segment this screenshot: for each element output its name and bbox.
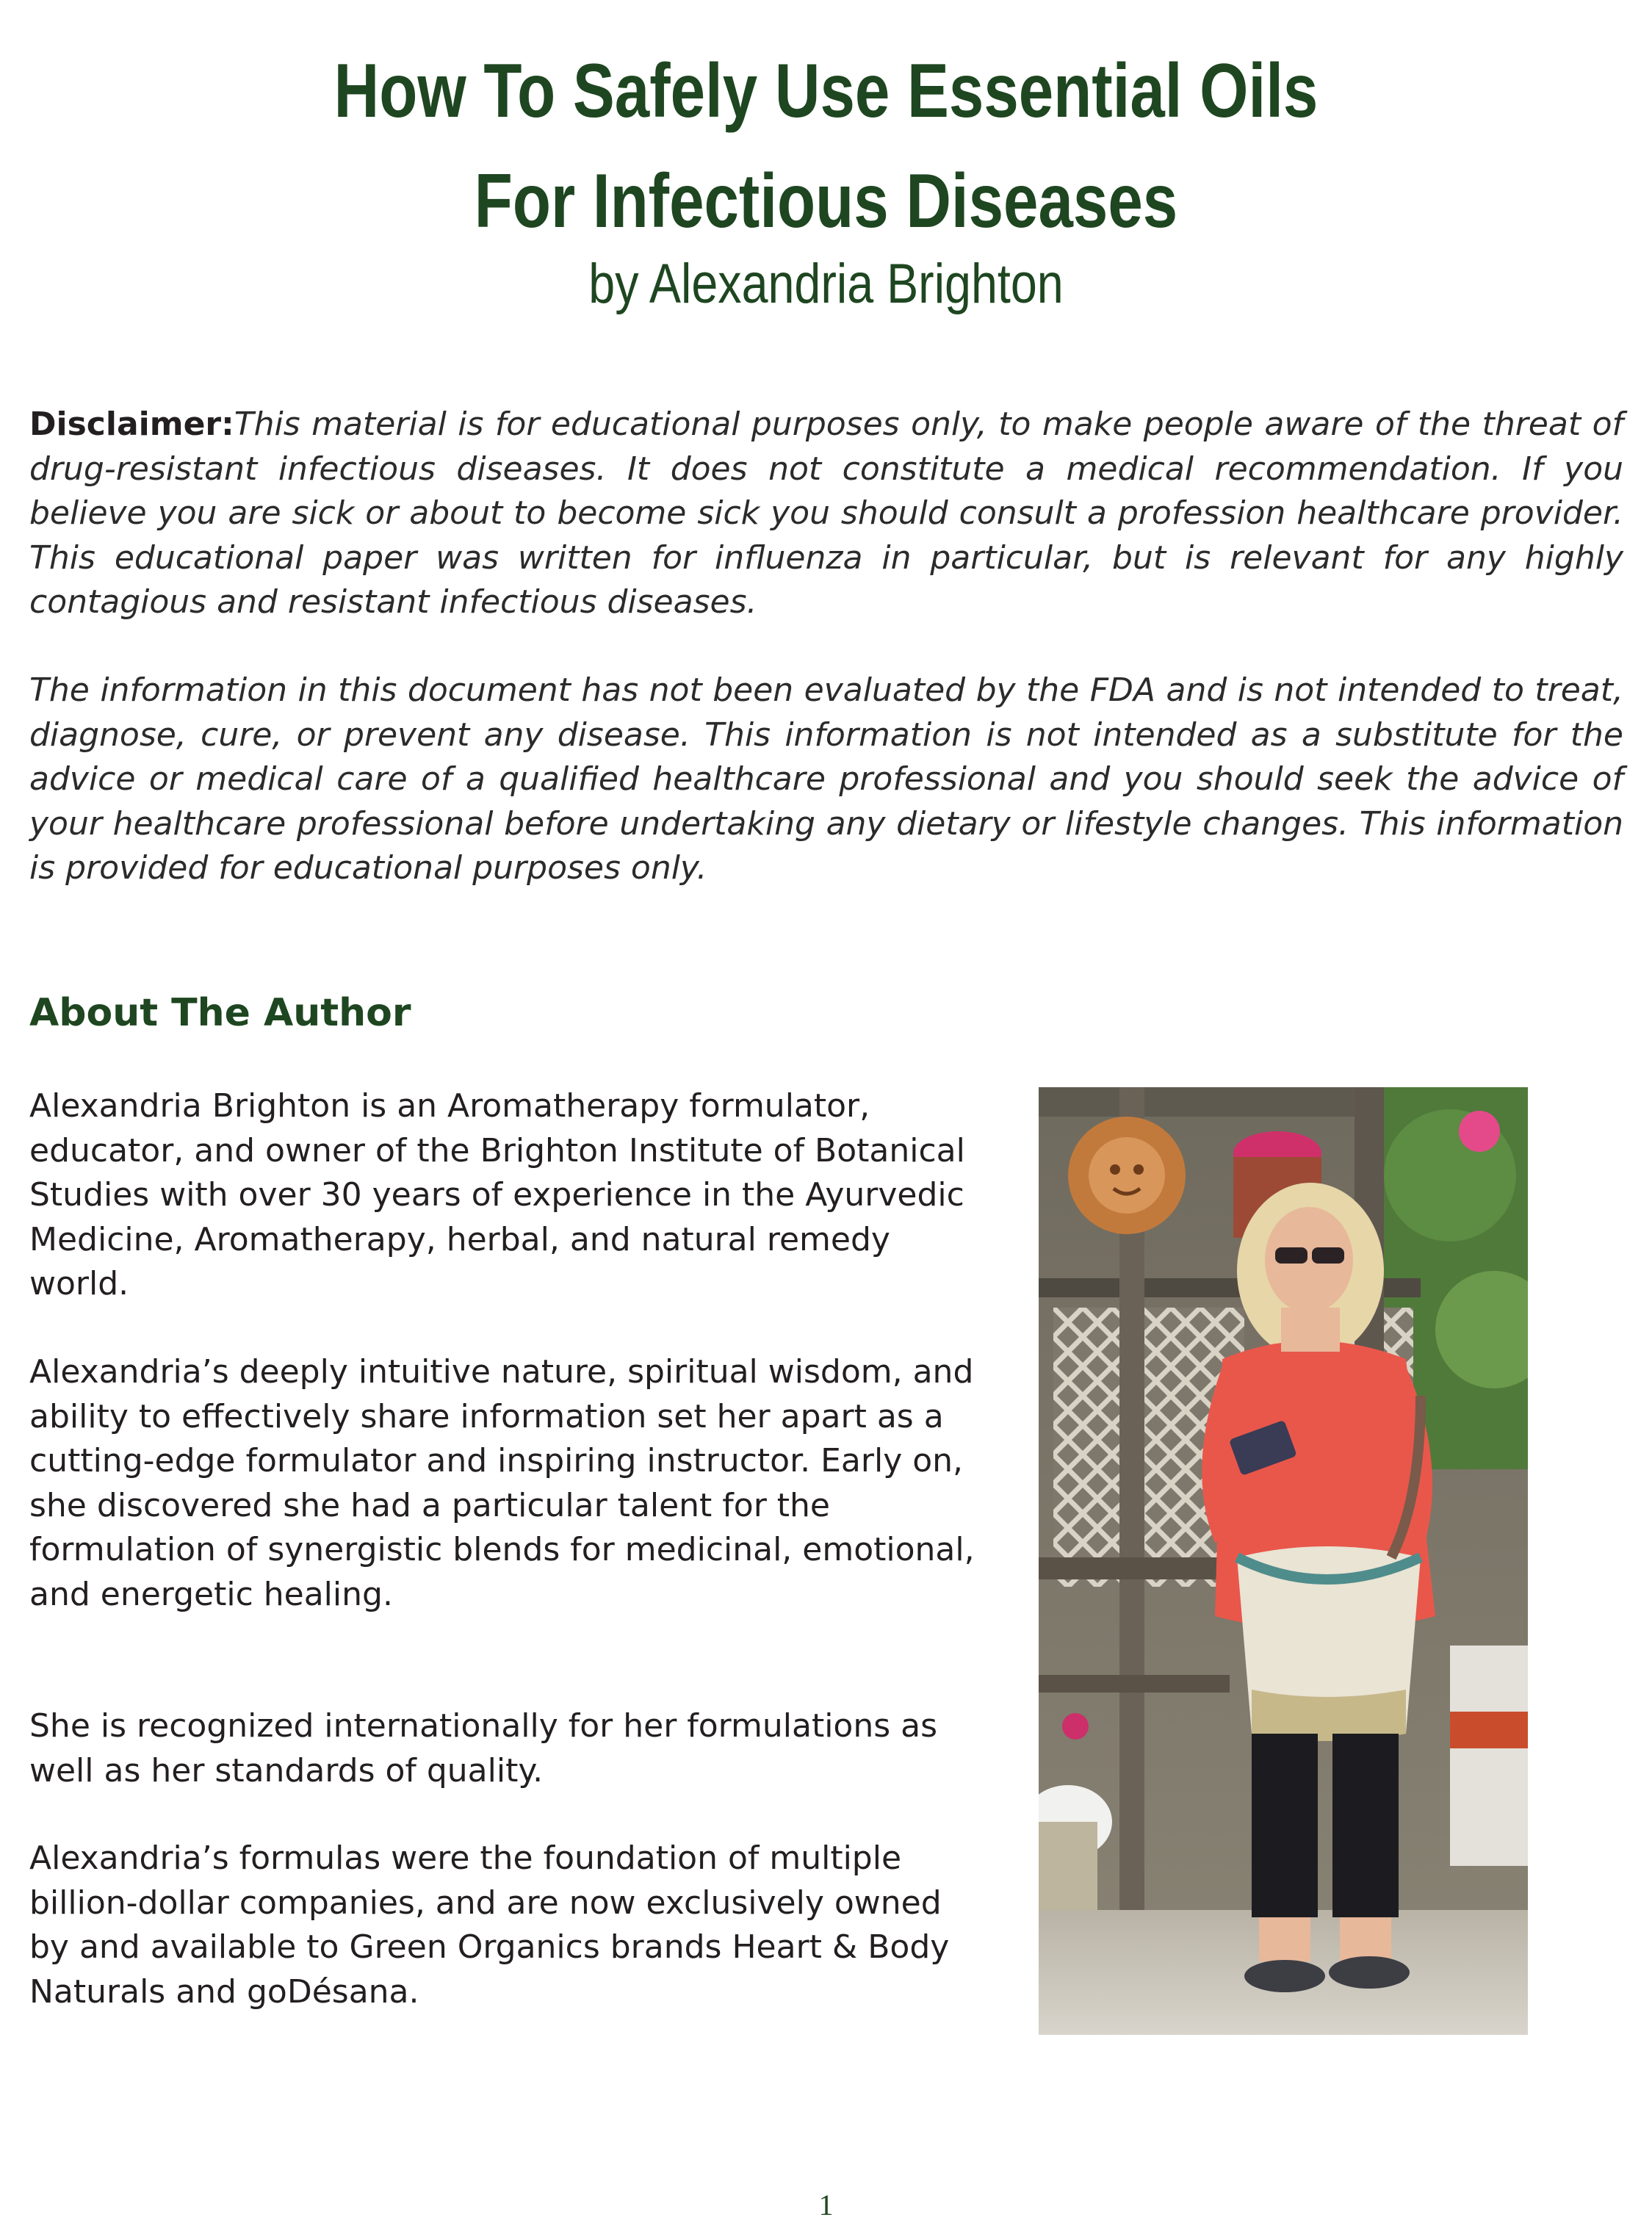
- document-title-line-2: For Infectious Diseases: [474, 159, 1178, 244]
- about-author-heading: About The Author: [29, 991, 411, 1035]
- author-bio-paragraph: She is recognized internationally for her formulations as well as her standards of quality.: [29, 1707, 938, 1790]
- document-title-line-1: How To Safely Use Essential Oils: [333, 48, 1319, 134]
- disclaimer-separator: :: [221, 406, 234, 443]
- fda-notice-paragraph: The information in this document has not been evaluated by the FDA and is not intended to treat, diagnose, cure, or prevent any disease. This information is not intended as a substitute for the advice or medical care of a qualified healthcare professional and you should seek the advice of your healthcare professional before undertaking any dietary or lifestyle changes. This information is provided for educational purposes only.: [29, 671, 1623, 887]
- author-bio-paragraph: Alexandria Brighton is an Aromatherapy formulator, educator, and owner of the Brighton Institute of Botanical Studies with over 30 years of experience in the Ayurvedic Medicine, Aromatherapy, herbal, and natural remedy world.: [29, 1087, 965, 1302]
- disclaimer-text: This material is for educational purposes only, to make people aware of the threat of drug-resistant infectious diseases. It does not constitute a medical recommendation. If you believe you are sick or about to become sick you should consult a profession healthcare provider. This educational paper was written for influenza in particular, but is relevant for any highly contagious and resistant infectious diseases.: [29, 406, 1623, 621]
- disclaimer-label: Disclaimer: [29, 406, 222, 443]
- author-bio-paragraph: Alexandria’s deeply intuitive nature, spiritual wisdom, and ability to effectively share information set her apart as a cutting-edge formulator and inspiring instructor. Early on, she discovered she had a particular talent for the formulation of synergistic blends for medicinal, emotional, and energetic healing.: [29, 1353, 975, 1613]
- author-bio-paragraph: Alexandria’s formulas were the foundation of multiple billion-dollar companies, and are now exclusively owned by and available to Green Organics brands Heart & Body Naturals and goDésana.: [29, 1839, 950, 2011]
- disclaimer-paragraph: [29, 403, 1623, 625]
- author-photo: [1039, 1087, 1528, 2035]
- author-byline: by Alexandria Brighton: [588, 253, 1064, 315]
- page-number: 1: [818, 2188, 834, 2221]
